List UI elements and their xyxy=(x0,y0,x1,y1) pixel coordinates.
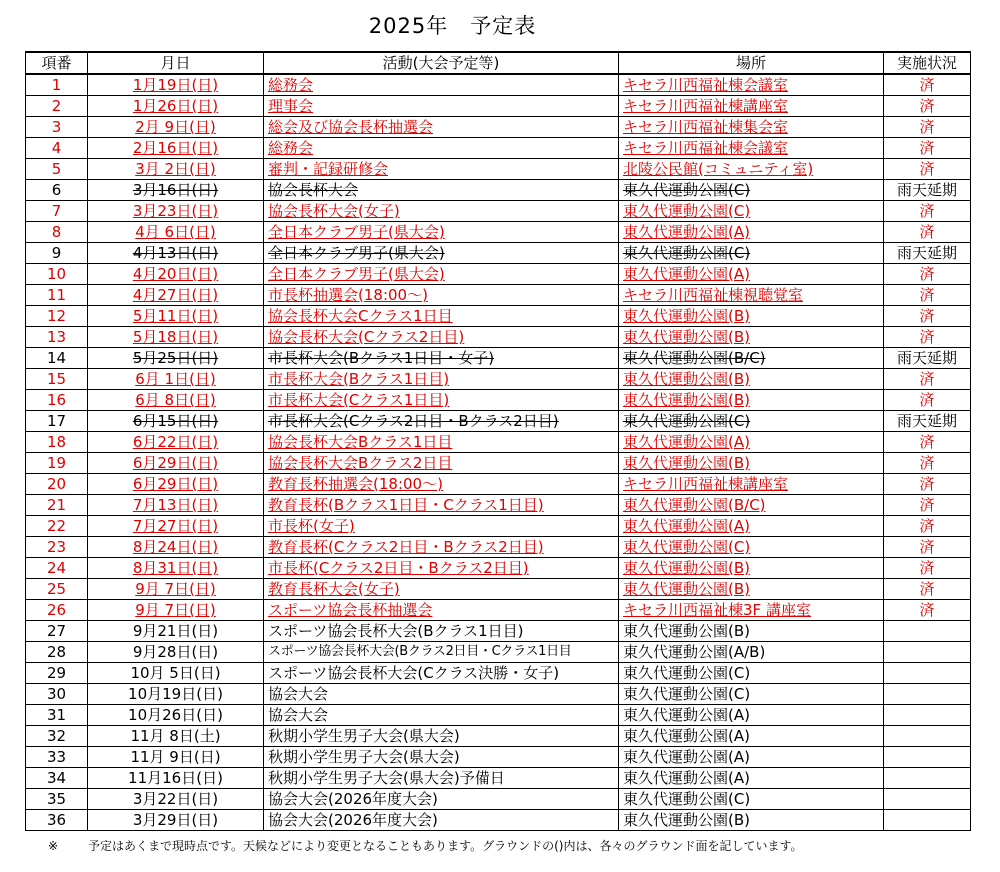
row-activity: 秋期小学生男子大会(県大会)予備日 xyxy=(264,768,619,789)
row-number: 16 xyxy=(26,390,88,411)
row-date: 3月 2日(日) xyxy=(88,159,264,180)
row-status: 済 xyxy=(884,537,971,558)
table-row xyxy=(26,138,971,159)
row-place: 東久代運動公園(B) xyxy=(619,453,884,474)
row-number: 2 xyxy=(26,96,88,117)
row-date: 9月21日(日) xyxy=(88,621,264,642)
row-activity: 市長杯(Cクラス2日目・Bクラス2日目) xyxy=(264,558,619,579)
row-number: 31 xyxy=(26,705,88,726)
row-number: 34 xyxy=(26,768,88,789)
row-activity: 審判・記録研修会 xyxy=(264,159,619,180)
row-date: 9月 7日(日) xyxy=(88,579,264,600)
row-status: 済 xyxy=(884,159,971,180)
row-date: 6月 1日(日) xyxy=(88,369,264,390)
row-place: 東久代運動公園(B) xyxy=(619,621,884,642)
row-number: 25 xyxy=(26,579,88,600)
row-date: 5月11日(日) xyxy=(88,306,264,327)
row-date: 4月13日(日) xyxy=(88,243,264,264)
row-status: 済 xyxy=(884,222,971,243)
row-number: 3 xyxy=(26,117,88,138)
row-number: 33 xyxy=(26,747,88,768)
table-row xyxy=(26,159,971,180)
row-number: 12 xyxy=(26,306,88,327)
header-place: 場所 xyxy=(619,52,884,74)
table-row xyxy=(26,474,971,495)
row-number: 24 xyxy=(26,558,88,579)
row-number: 5 xyxy=(26,159,88,180)
row-activity: 協会大会(2026年度大会) xyxy=(264,789,619,810)
table-row xyxy=(26,180,971,201)
row-place: 東久代運動公園(B) xyxy=(619,390,884,411)
row-number: 18 xyxy=(26,432,88,453)
row-place: キセラ川西福祉棟講座室 xyxy=(619,96,884,117)
row-number: 32 xyxy=(26,726,88,747)
row-activity: 教育長杯抽選会(18:00～) xyxy=(264,474,619,495)
table-row xyxy=(26,432,971,453)
row-date: 7月27日(日) xyxy=(88,516,264,537)
row-date: 9月28日(日) xyxy=(88,642,264,663)
row-activity: 教育長杯大会(女子) xyxy=(264,579,619,600)
row-activity: 総務会 xyxy=(264,74,619,96)
row-number: 36 xyxy=(26,810,88,831)
table-row xyxy=(26,663,971,684)
row-status: 雨天延期 xyxy=(884,348,971,369)
row-date: 3月29日(日) xyxy=(88,810,264,831)
row-date: 11月 9日(日) xyxy=(88,747,264,768)
row-date: 6月 8日(日) xyxy=(88,390,264,411)
table-row xyxy=(26,306,971,327)
row-status: 済 xyxy=(884,264,971,285)
row-activity: 市長杯大会(Bクラス1日目) xyxy=(264,369,619,390)
row-activity: 秋期小学生男子大会(県大会) xyxy=(264,747,619,768)
row-status: 済 xyxy=(884,474,971,495)
row-date: 1月19日(日) xyxy=(88,74,264,96)
row-number: 23 xyxy=(26,537,88,558)
row-place: 東久代運動公園(C) xyxy=(619,411,884,432)
row-date: 11月 8日(土) xyxy=(88,726,264,747)
row-date: 3月22日(日) xyxy=(88,789,264,810)
row-activity: 秋期小学生男子大会(県大会) xyxy=(264,726,619,747)
row-number: 9 xyxy=(26,243,88,264)
row-date: 1月26日(日) xyxy=(88,96,264,117)
row-status: 雨天延期 xyxy=(884,243,971,264)
table-row xyxy=(26,285,971,306)
row-number: 29 xyxy=(26,663,88,684)
table-row xyxy=(26,579,971,600)
row-place: 東久代運動公園(A) xyxy=(619,726,884,747)
table-row xyxy=(26,117,971,138)
row-number: 30 xyxy=(26,684,88,705)
row-place: 東久代運動公園(B) xyxy=(619,369,884,390)
row-activity: 理事会 xyxy=(264,96,619,117)
row-place: 東久代運動公園(A) xyxy=(619,264,884,285)
row-date: 5月18日(日) xyxy=(88,327,264,348)
row-activity: 教育長杯(Cクラス2日目・Bクラス2日目) xyxy=(264,537,619,558)
row-place: 東久代運動公園(B/C) xyxy=(619,348,884,369)
row-activity: 教育長杯(Bクラス1日目・Cクラス1日目) xyxy=(264,495,619,516)
table-row xyxy=(26,747,971,768)
footnote-mark: ※ xyxy=(48,839,59,853)
row-status xyxy=(884,705,971,726)
row-date: 8月31日(日) xyxy=(88,558,264,579)
row-date: 6月15日(日) xyxy=(88,411,264,432)
table-row xyxy=(26,600,971,621)
row-number: 35 xyxy=(26,789,88,810)
row-number: 8 xyxy=(26,222,88,243)
row-status xyxy=(884,684,971,705)
row-activity: スポーツ協会長杯抽選会 xyxy=(264,600,619,621)
row-number: 10 xyxy=(26,264,88,285)
row-activity: 協会大会 xyxy=(264,684,619,705)
table-row xyxy=(26,495,971,516)
row-activity: 全日本クラブ男子(県大会) xyxy=(264,264,619,285)
row-activity: 協会長杯大会Bクラス1日目 xyxy=(264,432,619,453)
table-row xyxy=(26,222,971,243)
row-status xyxy=(884,642,971,663)
row-place: 東久代運動公園(B/C) xyxy=(619,495,884,516)
row-place: キセラ川西福祉棟会議室 xyxy=(619,138,884,159)
row-status xyxy=(884,726,971,747)
row-date: 10月 5日(日) xyxy=(88,663,264,684)
row-activity: 市長杯(女子) xyxy=(264,516,619,537)
row-activity: 総務会 xyxy=(264,138,619,159)
table-header-row xyxy=(26,52,971,74)
row-place: 東久代運動公園(A) xyxy=(619,747,884,768)
table-row xyxy=(26,810,971,831)
table-row xyxy=(26,453,971,474)
row-date: 10月26日(日) xyxy=(88,705,264,726)
row-status xyxy=(884,810,971,831)
row-place: キセラ川西福祉棟講座室 xyxy=(619,474,884,495)
row-activity: 全日本クラブ男子(県大会) xyxy=(264,243,619,264)
row-date: 3月23日(日) xyxy=(88,201,264,222)
row-date: 5月25日(日) xyxy=(88,348,264,369)
row-activity: 協会長杯大会 xyxy=(264,180,619,201)
row-place: 東久代運動公園(A) xyxy=(619,516,884,537)
table-row xyxy=(26,705,971,726)
row-activity: 市長杯大会(Cクラス2日目・Bクラス2日目) xyxy=(264,411,619,432)
row-status: 済 xyxy=(884,495,971,516)
row-date: 2月 9日(日) xyxy=(88,117,264,138)
row-place: キセラ川西福祉棟視聴覚室 xyxy=(619,285,884,306)
table-row xyxy=(26,537,971,558)
row-place: キセラ川西福祉棟3F 講座室 xyxy=(619,600,884,621)
row-date: 9月 7日(日) xyxy=(88,600,264,621)
row-status: 済 xyxy=(884,453,971,474)
row-place: 東久代運動公園(C) xyxy=(619,789,884,810)
row-activity: 総会及び協会長杯抽選会 xyxy=(264,117,619,138)
table-row xyxy=(26,74,971,96)
row-status: 済 xyxy=(884,138,971,159)
table-row xyxy=(26,642,971,663)
table-row xyxy=(26,768,971,789)
row-status: 雨天延期 xyxy=(884,180,971,201)
row-number: 26 xyxy=(26,600,88,621)
row-place: キセラ川西福祉棟会議室 xyxy=(619,74,884,96)
row-date: 3月16日(日) xyxy=(88,180,264,201)
schedule-table xyxy=(25,51,971,831)
row-activity: スポーツ協会長杯大会(Bクラス2日目・Cクラス1日目 xyxy=(264,642,619,663)
row-date: 6月29日(日) xyxy=(88,474,264,495)
row-status: 済 xyxy=(884,117,971,138)
table-row xyxy=(26,726,971,747)
header-activity: 活動(大会予定等) xyxy=(264,52,619,74)
row-status: 済 xyxy=(884,285,971,306)
row-status xyxy=(884,747,971,768)
row-place: 東久代運動公園(B) xyxy=(619,306,884,327)
row-place: キセラ川西福祉棟集会室 xyxy=(619,117,884,138)
row-place: 東久代運動公園(A) xyxy=(619,768,884,789)
row-activity: 市長杯大会(Bクラス1日目・女子) xyxy=(264,348,619,369)
row-number: 4 xyxy=(26,138,88,159)
header-no: 項番 xyxy=(26,52,88,74)
row-number: 21 xyxy=(26,495,88,516)
row-activity: スポーツ協会長杯大会(Cクラス決勝・女子) xyxy=(264,663,619,684)
row-status xyxy=(884,789,971,810)
row-date: 4月 6日(日) xyxy=(88,222,264,243)
row-status: 雨天延期 xyxy=(884,411,971,432)
row-place: 東久代運動公園(C) xyxy=(619,180,884,201)
table-row xyxy=(26,369,971,390)
row-date: 10月19日(日) xyxy=(88,684,264,705)
row-place: 東久代運動公園(B) xyxy=(619,579,884,600)
row-place: 東久代運動公園(A/B) xyxy=(619,642,884,663)
row-date: 11月16日(日) xyxy=(88,768,264,789)
row-number: 11 xyxy=(26,285,88,306)
row-number: 27 xyxy=(26,621,88,642)
page-title: 2025年 予定表 xyxy=(368,14,537,38)
footnote-text: 予定はあくまで現時点です。天候などにより変更となることもあります。グラウンドの()内は、各々のグラウンド面を記しています。 xyxy=(88,839,803,853)
row-number: 22 xyxy=(26,516,88,537)
row-status xyxy=(884,621,971,642)
row-place: 北陵公民館(コミュニティ室) xyxy=(619,159,884,180)
row-number: 13 xyxy=(26,327,88,348)
table-row xyxy=(26,348,971,369)
row-number: 17 xyxy=(26,411,88,432)
row-date: 6月29日(日) xyxy=(88,453,264,474)
row-activity: 協会長杯大会(Cクラス2日目) xyxy=(264,327,619,348)
row-status: 済 xyxy=(884,74,971,96)
row-place: 東久代運動公園(B) xyxy=(619,558,884,579)
row-activity: 市長杯抽選会(18:00～) xyxy=(264,285,619,306)
row-status xyxy=(884,768,971,789)
row-place: 東久代運動公園(C) xyxy=(619,201,884,222)
table-row xyxy=(26,516,971,537)
row-activity: 協会長杯大会Cクラス1日目 xyxy=(264,306,619,327)
row-number: 15 xyxy=(26,369,88,390)
table-row xyxy=(26,558,971,579)
table-row xyxy=(26,264,971,285)
table-row xyxy=(26,789,971,810)
row-number: 20 xyxy=(26,474,88,495)
row-place: 東久代運動公園(B) xyxy=(619,327,884,348)
row-number: 14 xyxy=(26,348,88,369)
row-activity: 全日本クラブ男子(県大会) xyxy=(264,222,619,243)
table-row xyxy=(26,411,971,432)
row-place: 東久代運動公園(A) xyxy=(619,222,884,243)
row-place: 東久代運動公園(A) xyxy=(619,432,884,453)
table-row xyxy=(26,390,971,411)
row-activity: 協会長杯大会Bクラス2日目 xyxy=(264,453,619,474)
row-activity: 市長杯大会(Cクラス1日目) xyxy=(264,390,619,411)
row-date: 6月22日(日) xyxy=(88,432,264,453)
row-status: 済 xyxy=(884,432,971,453)
row-status xyxy=(884,663,971,684)
row-date: 4月27日(日) xyxy=(88,285,264,306)
row-date: 4月20日(日) xyxy=(88,264,264,285)
header-date: 月日 xyxy=(88,52,264,74)
row-status: 済 xyxy=(884,96,971,117)
row-status: 済 xyxy=(884,201,971,222)
row-status: 済 xyxy=(884,306,971,327)
row-date: 7月13日(日) xyxy=(88,495,264,516)
row-number: 19 xyxy=(26,453,88,474)
row-activity: 協会大会 xyxy=(264,705,619,726)
header-status: 実施状況 xyxy=(884,52,971,74)
footnote xyxy=(48,837,803,854)
row-place: 東久代運動公園(C) xyxy=(619,684,884,705)
row-number: 6 xyxy=(26,180,88,201)
table-row xyxy=(26,621,971,642)
row-date: 2月16日(日) xyxy=(88,138,264,159)
row-place: 東久代運動公園(C) xyxy=(619,243,884,264)
row-place: 東久代運動公園(B) xyxy=(619,810,884,831)
row-status: 済 xyxy=(884,516,971,537)
row-status: 済 xyxy=(884,558,971,579)
row-place: 東久代運動公園(A) xyxy=(619,705,884,726)
row-number: 1 xyxy=(26,74,88,96)
row-number: 7 xyxy=(26,201,88,222)
row-number: 28 xyxy=(26,642,88,663)
table-row xyxy=(26,201,971,222)
row-activity: 協会大会(2026年度大会) xyxy=(264,810,619,831)
row-status: 済 xyxy=(884,600,971,621)
table-row xyxy=(26,243,971,264)
table-row xyxy=(26,684,971,705)
row-status: 済 xyxy=(884,369,971,390)
row-date: 8月24日(日) xyxy=(88,537,264,558)
row-activity: スポーツ協会長杯大会(Bクラス1日目) xyxy=(264,621,619,642)
row-place: 東久代運動公園(C) xyxy=(619,663,884,684)
table-row xyxy=(26,96,971,117)
row-activity: 協会長杯大会(女子) xyxy=(264,201,619,222)
row-place: 東久代運動公園(C) xyxy=(619,537,884,558)
row-status: 済 xyxy=(884,327,971,348)
row-status: 済 xyxy=(884,579,971,600)
row-status: 済 xyxy=(884,390,971,411)
table-row xyxy=(26,327,971,348)
